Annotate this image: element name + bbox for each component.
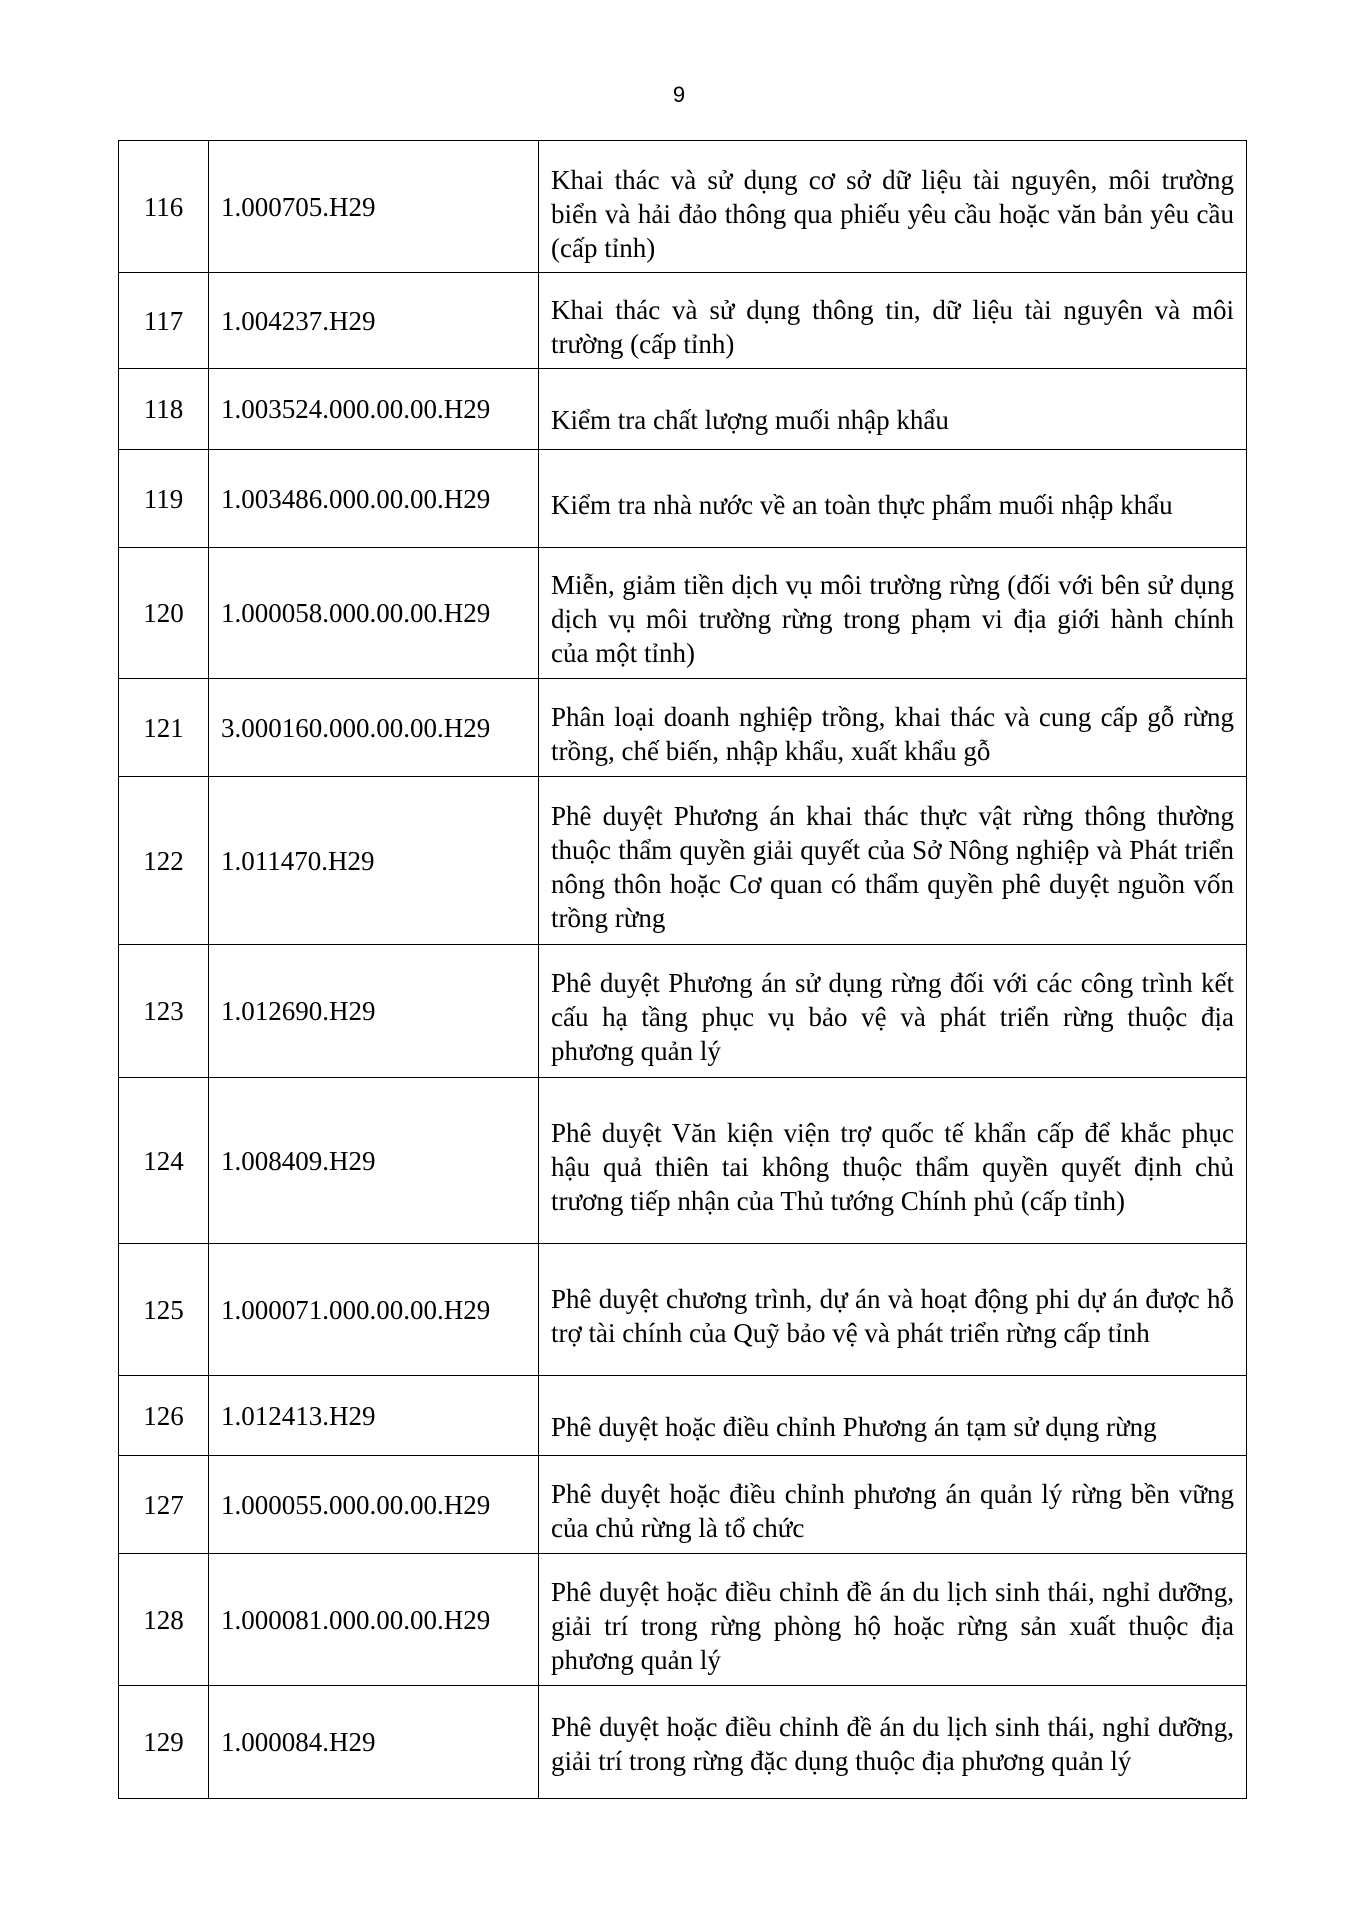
procedure-code: 1.012413.H29 [209, 1376, 539, 1456]
row-number: 120 [119, 548, 209, 679]
procedure-name: Khai thác và sử dụng cơ sở dữ liệu tài nguyên, môi trường biển và hải đảo thông qua phiếu yêu cầu hoặc văn bản yêu cầu (cấp tỉnh) [539, 141, 1247, 273]
procedure-code: 1.000058.000.00.00.H29 [209, 548, 539, 679]
procedure-code: 1.012690.H29 [209, 945, 539, 1078]
table-row [119, 450, 1247, 548]
procedure-name: Phân loại doanh nghiệp trồng, khai thác và cung cấp gỗ rừng trồng, chế biến, nhập khẩu, xuất khẩu gỗ [539, 679, 1247, 777]
procedure-table [118, 140, 1247, 1799]
table-row [119, 679, 1247, 777]
row-number: 126 [119, 1376, 209, 1456]
table-row [119, 548, 1247, 679]
row-number: 122 [119, 777, 209, 945]
procedure-code: 1.008409.H29 [209, 1078, 539, 1244]
procedure-name: Phê duyệt chương trình, dự án và hoạt động phi dự án được hỗ trợ tài chính của Quỹ bảo vệ và phát triển rừng cấp tỉnh [539, 1244, 1247, 1376]
table-row [119, 141, 1247, 273]
row-number: 123 [119, 945, 209, 1078]
table-row [119, 1078, 1247, 1244]
page-number: 9 [672, 82, 686, 107]
table-row [119, 945, 1247, 1078]
table-row [119, 777, 1247, 945]
table-row [119, 1376, 1247, 1456]
row-number: 124 [119, 1078, 209, 1244]
row-number: 128 [119, 1554, 209, 1686]
procedure-code: 1.003486.000.00.00.H29 [209, 450, 539, 548]
procedure-name: Miễn, giảm tiền dịch vụ môi trường rừng (đối với bên sử dụng dịch vụ môi trường rừng trong phạm vi địa giới hành chính của một tỉnh) [539, 548, 1247, 679]
table-row [119, 1244, 1247, 1376]
row-number: 127 [119, 1456, 209, 1554]
procedure-code: 1.000705.H29 [209, 141, 539, 273]
procedure-name: Phê duyệt hoặc điều chỉnh đề án du lịch sinh thái, nghỉ dưỡng, giải trí trong rừng phòng hộ hoặc rừng sản xuất thuộc địa phương quản lý [539, 1554, 1247, 1686]
procedure-name: Phê duyệt Văn kiện viện trợ quốc tế khẩn cấp để khắc phục hậu quả thiên tai không thuộc thẩm quyền quyết định chủ trương tiếp nhận của Thủ tướng Chính phủ (cấp tỉnh) [539, 1078, 1247, 1244]
procedure-table-body [119, 141, 1247, 1799]
procedure-name: Phê duyệt hoặc điều chỉnh Phương án tạm sử dụng rừng [539, 1376, 1247, 1456]
procedure-name: Kiểm tra chất lượng muối nhập khẩu [539, 369, 1247, 450]
row-number: 116 [119, 141, 209, 273]
procedure-code: 1.000084.H29 [209, 1686, 539, 1799]
procedure-name: Phê duyệt Phương án khai thác thực vật rừng thông thường thuộc thẩm quyền giải quyết của Sở Nông nghiệp và Phát triển nông thôn hoặc Cơ quan có thẩm quyền phê duyệt nguồn vốn trồng rừng [539, 777, 1247, 945]
procedure-code: 1.004237.H29 [209, 273, 539, 369]
procedure-code: 1.003524.000.00.00.H29 [209, 369, 539, 450]
procedure-code: 1.011470.H29 [209, 777, 539, 945]
procedure-name: Phê duyệt Phương án sử dụng rừng đối với các công trình kết cấu hạ tầng phục vụ bảo vệ và phát triển rừng thuộc địa phương quản lý [539, 945, 1247, 1078]
procedure-name: Kiểm tra nhà nước về an toàn thực phẩm muối nhập khẩu [539, 450, 1247, 548]
row-number: 125 [119, 1244, 209, 1376]
table-row [119, 1554, 1247, 1686]
table-row [119, 273, 1247, 369]
procedure-code: 1.000081.000.00.00.H29 [209, 1554, 539, 1686]
row-number: 118 [119, 369, 209, 450]
row-number: 121 [119, 679, 209, 777]
procedure-code: 1.000071.000.00.00.H29 [209, 1244, 539, 1376]
row-number: 119 [119, 450, 209, 548]
row-number: 129 [119, 1686, 209, 1799]
procedure-name: Phê duyệt hoặc điều chỉnh đề án du lịch sinh thái, nghỉ dưỡng, giải trí trong rừng đặc dụng thuộc địa phương quản lý [539, 1686, 1247, 1799]
table-row [119, 1686, 1247, 1799]
table-row [119, 369, 1247, 450]
procedure-name: Phê duyệt hoặc điều chỉnh phương án quản lý rừng bền vững của chủ rừng là tổ chức [539, 1456, 1247, 1554]
procedure-code: 3.000160.000.00.00.H29 [209, 679, 539, 777]
row-number: 117 [119, 273, 209, 369]
table-row [119, 1456, 1247, 1554]
procedure-name: Khai thác và sử dụng thông tin, dữ liệu tài nguyên và môi trường (cấp tỉnh) [539, 273, 1247, 369]
procedure-code: 1.000055.000.00.00.H29 [209, 1456, 539, 1554]
